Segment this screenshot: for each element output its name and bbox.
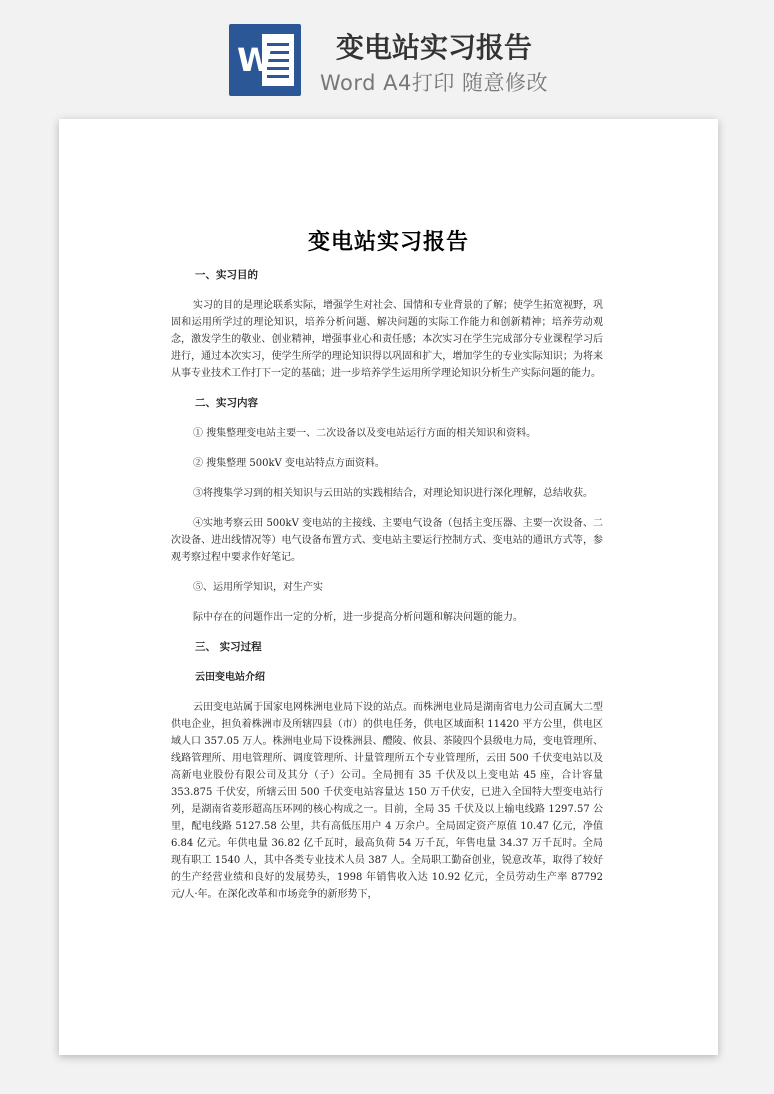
- section-heading-content: 二、实习内容: [195, 397, 258, 409]
- document-title: 变电站实习报告: [307, 230, 469, 255]
- content-item-5: ⑤、运用所学知识，对生产实: [193, 582, 323, 593]
- banner-title: 变电站实习报告: [336, 31, 533, 64]
- content-item-3: ③将搜集学习到的相关知识与云田站的实践相结合，对理论知识进行深化理解，总结收获。: [193, 488, 593, 499]
- content-item-1: ① 搜集整理变电站主要一、二次设备以及变电站运行方面的相关知识和资料。: [193, 428, 537, 439]
- document-page: [59, 119, 718, 1055]
- word-document-icon: [229, 24, 301, 96]
- word-logo-letter: W: [237, 41, 273, 79]
- subheading-station-intro: 云田变电站介绍: [195, 672, 265, 683]
- banner-subtitle: Word A4打印 随意修改: [320, 71, 549, 95]
- content-item-2: ② 搜集整理 500kV 变电站特点方面资料。: [193, 458, 385, 469]
- section-heading-purpose: 一、实习目的: [195, 269, 258, 281]
- banner: [0, 0, 774, 110]
- paragraph-purpose: 实习的目的是理论联系实际，增强学生对社会、国情和专业背景的了解；使学生拓宽视野，巩固和运用所学过的理论知识，培养分析问题、解决问题的实际工作能力和创新精神；培养劳动观念，激发学生的敬业、创业精神，增强事业心和责任感；本次实习在学生完成部分专业课程学习后进行，通过本次实习，使学生所学的理论知识得以巩固和扩大，增加学生的专业实际知识；为将来从事专业技术工作打下一定的基础；进一步培养学生运用所学理论知识分析生产实际问题的能力。: [171, 300, 603, 379]
- content-item-4: ④实地考察云田 500kV 变电站的主接线、主要电气设备（包括主变压器、主要一次设备、二次设备、进出线情况等）电气设备布置方式、变电站主要运行控制方式、变电站的通讯方式等，参观考察过程中要求作好笔记。: [171, 518, 603, 563]
- paragraph-station-intro: 云田变电站属于国家电网株洲电业局下设的站点。而株洲电业局是湖南省电力公司直属大二型供电企业，担负着株洲市及所辖四县（市）的供电任务，供电区域面积 11420 平方公里，供电区域人口 357.05 万人。株洲电业局下设株洲县、醴陵、攸县、茶陵四个县级电力局，变电管理所、线路管理所、用电管理所、调度管理所、计量管理所五个专业管理所，云田 500 千伏变电站以及高新电业股份有限公司及其分（子）公司。全局拥有 35 千伏及以上变电站 45 座，合计容量 353.875 千伏安，所辖云田 500 千伏变电站容量达 150 万千伏安，已进入全国特大型变电站行列，是湖南省菱形超高压环网的核心构成之一。目前，全局 35 千伏及以上输电线路 1297.57 公里，配电线路 5127.58 公里，共有高低压用户 4 万余户。全局固定资产原值 10.47 亿元，净值 6.84 亿元。年供电量 36.82 亿千瓦时，最高负荷 54 万千瓦，年售电量 34.37 万千瓦时。全局现有职工 1540 人，其中各类专业技术人员 387 人。全局职工勤奋创业，锐意改革，取得了较好的生产经营业绩和良好的发展势头，1998 年销售收入达 10.92 亿元，全员劳动生产率 87792 元/人·年。在深化改革和市场竞争的新形势下，: [171, 702, 603, 900]
- document-body: [171, 267, 603, 911]
- section-heading-process: 三、 实习过程: [195, 641, 262, 653]
- content-item-5-continued: 际中存在的问题作出一定的分析，进一步提高分析问题和解决问题的能力。: [193, 612, 523, 623]
